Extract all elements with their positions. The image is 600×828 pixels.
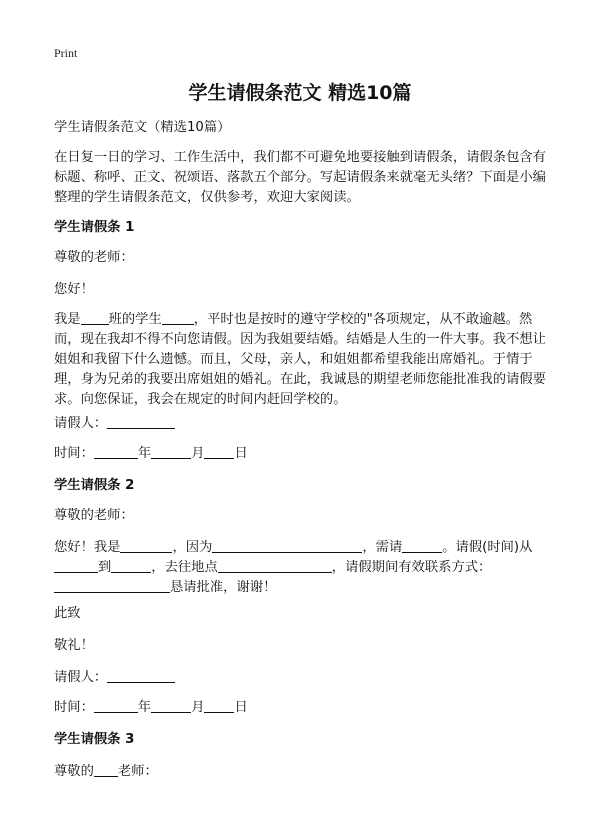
- date-line-2: 时间： 年 月 日: [54, 700, 248, 715]
- document-subtitle: 学生请假条范文（精选10篇）: [54, 120, 231, 135]
- section-heading-1: 学生请假条 1: [54, 220, 135, 235]
- duration-blank: [402, 538, 442, 553]
- closing-2: 敬礼！: [54, 638, 94, 653]
- salutation-3: 尊敬的 老师：: [54, 764, 158, 779]
- section-heading-2: 学生请假条 2: [54, 478, 135, 493]
- month-blank: [151, 698, 191, 713]
- year-blank: [94, 698, 138, 713]
- teacher-blank: [94, 762, 118, 777]
- contact-blank: [54, 578, 170, 593]
- applicant-line-1: 请假人：: [54, 414, 550, 434]
- end-blank: [111, 558, 151, 573]
- body-paragraph-2: 您好！我是 ，因为 ，需请 。请假(时间)从到 ，去往地点 ，请假期间有效联系方式：恳请批准，谢谢！: [54, 540, 533, 595]
- year-blank: [94, 444, 138, 459]
- day-blank: [204, 698, 234, 713]
- month-blank: [151, 444, 191, 459]
- applicant-blank: [107, 414, 175, 429]
- place-blank: [218, 558, 332, 573]
- reason-blank: [212, 538, 362, 553]
- applicant-blank: [107, 668, 175, 683]
- section-heading-3: 学生请假条 3: [54, 732, 135, 747]
- intro-paragraph: 在日复一日的学习、工作生活中，我们都不可避免地要接触到请假条，请假条包含有标题、称呼、正文、祝颂语、落款五个部分。写起请假条来就毫无头绪？下面是小编整理的学生请假条范文，仅供参考，欢迎大家阅读。: [54, 150, 546, 205]
- greeting-1: 您好！: [54, 282, 94, 297]
- start-blank: [54, 558, 98, 573]
- page-title: 学生请假条范文 精选10篇: [188, 82, 412, 104]
- closing-1: 此致: [54, 606, 81, 621]
- name-blank: [120, 538, 172, 553]
- salutation-2: 尊敬的老师：: [54, 508, 134, 523]
- name-blank: [162, 310, 194, 325]
- salutation-1: 尊敬的老师：: [54, 250, 134, 265]
- date-line-1: 时间： 年 月 日: [54, 446, 248, 461]
- body-paragraph-1: 我是 班的学生 ，平时也是按时的遵守学校的"各项规定，从不敢逾越。然而，现在我却不得不向您请假。因为我姐要结婚。结婚是人生的一件大事。我不想让姐姐和我留下什么遗憾。而且，父母，亲人，和姐姐都希望我能出席婚礼。于情于理，身为兄弟的我要出席姐姐的婚礼。在此，我诚恳的期望老师您能批准我的请假要求。向您保证，我会在规定的时间内赶回学校的。: [54, 312, 546, 407]
- print-link[interactable]: Print: [54, 46, 78, 60]
- applicant-line-2: 请假人：: [54, 668, 550, 688]
- day-blank: [204, 444, 234, 459]
- class-blank: [81, 310, 109, 325]
